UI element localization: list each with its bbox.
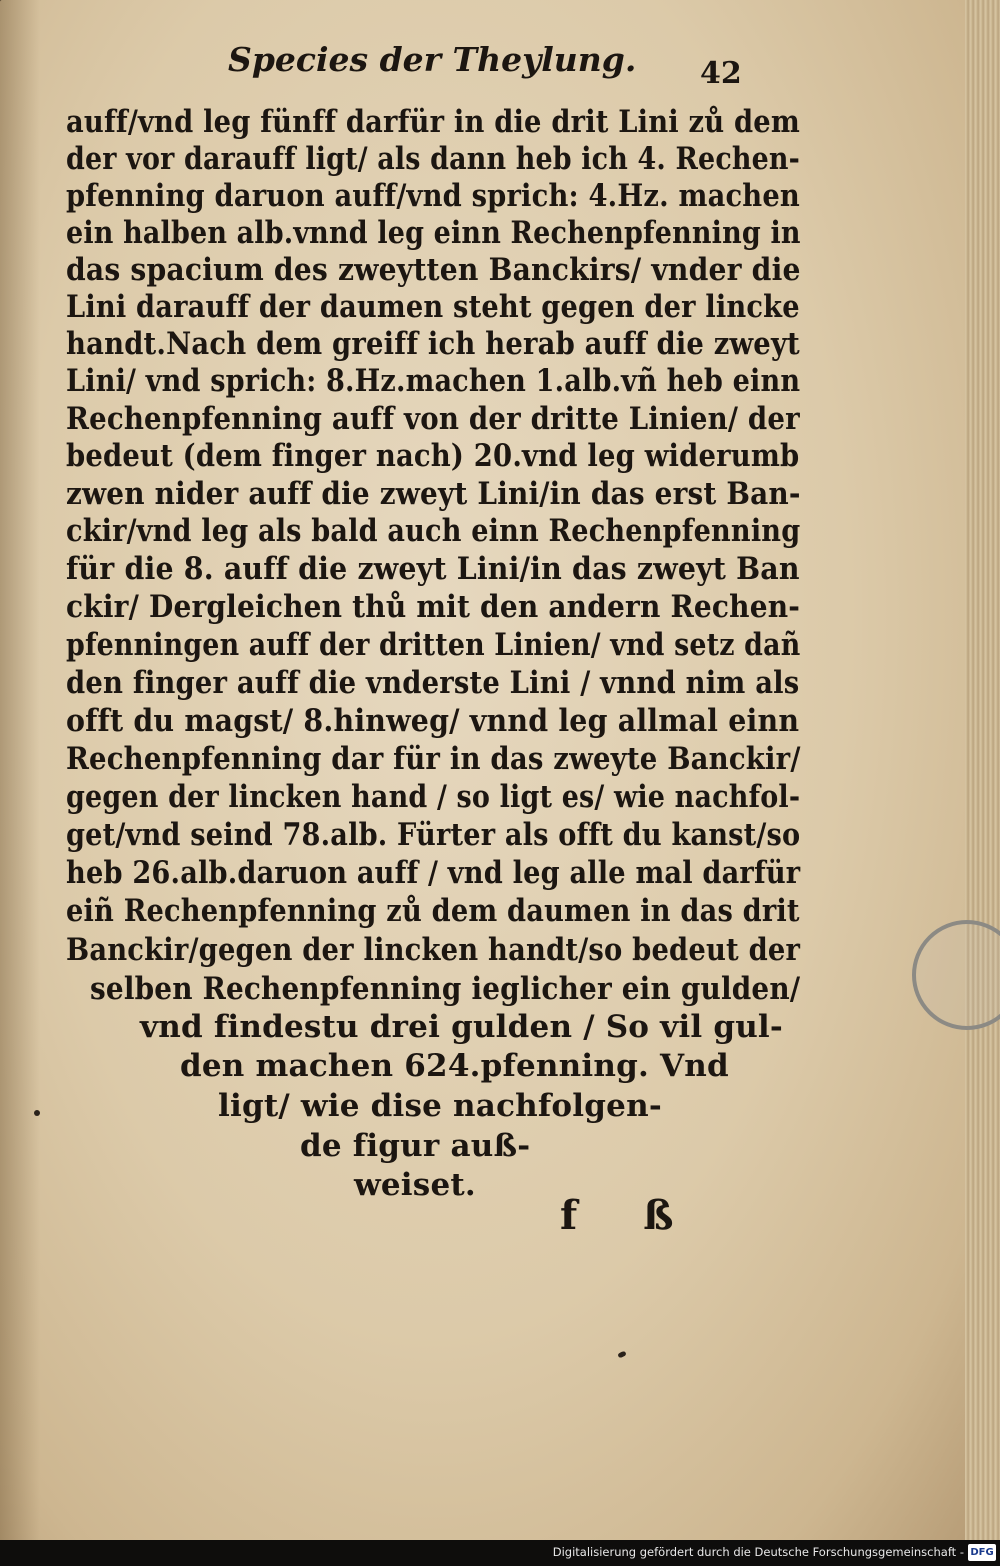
text-line: der vor darauff ligt/ als dann heb ich 4. Rechen-: [66, 141, 801, 177]
text-line: zwen nider auff die zweyt Lini/in das erst Ban-: [66, 476, 801, 512]
text-line: pfenning daruon auff/vnd sprich: 4.Hz. machen: [66, 178, 800, 214]
text-line: Lini darauff der daumen steht gegen der lincke: [66, 289, 800, 325]
text-line: ckir/vnd leg als bald auch einn Rechenpfenning: [66, 513, 801, 549]
footer-bar: [0, 1540, 1000, 1566]
text-line: Rechenpfenning auff von der dritte Linien/ der: [66, 401, 800, 437]
text-line: Rechenpfenning dar für in das zweyte Banckir/: [66, 741, 801, 777]
text-line: ein halben alb.vnnd leg einn Rechenpfenning in: [66, 215, 801, 251]
text-line: Banckir/gegen der lincken handt/so bedeut der: [66, 932, 801, 968]
text-line: selben Rechenpfenning ieglicher ein gulden/: [90, 971, 801, 1007]
text-line: get/vnd seind 78.alb. Fürter als offt du kanst/so: [66, 817, 801, 853]
text-line: weiset.: [354, 1167, 476, 1203]
text-line: auff/vnd leg fünff darfür in die drit Lini zů dem: [66, 104, 800, 140]
funding-credit: Digitalisierung gefördert durch die Deutsche Forschungsgemeinschaft -: [552, 1545, 964, 1559]
text-line: ligt/ wie dise nachfolgen-: [218, 1088, 662, 1124]
dfg-logo: DFG: [968, 1544, 996, 1561]
text-line: offt du magst/ 8.hinweg/ vnnd leg allmal einn: [66, 703, 800, 739]
text-line: Lini/ vnd sprich: 8.Hz.machen 1.alb.vñ heb einn: [66, 363, 801, 399]
text-line: de figur auß-: [300, 1128, 531, 1164]
text-line: pfenningen auff der dritten Linien/ vnd setz dañ: [66, 627, 801, 663]
binding-shadow: [0, 0, 40, 1540]
text-line: bedeut (dem finger nach) 20.vnd leg widerumb: [66, 438, 800, 474]
page-edge: [965, 0, 1000, 1540]
text-line: handt.Nach dem greiff ich herab auff die zweyt: [66, 326, 800, 362]
text-line: das spacium des zweytten Banckirs/ vnder die: [66, 252, 801, 288]
text-line: den machen 624.pfenning. Vnd: [180, 1048, 729, 1084]
printed-marks: f ß: [560, 1192, 700, 1239]
ink-speck: [34, 1110, 40, 1116]
text-line: vnd findestu drei gulden / So vil gul-: [140, 1009, 783, 1045]
text-line: den finger auff die vnderste Lini / vnnd nim als: [66, 665, 800, 701]
running-header: Species der Theylung.: [228, 40, 637, 79]
text-line: ckir/ Dergleichen thů mit den andern Rechen-: [66, 589, 801, 625]
text-line: heb 26.alb.daruon auff / vnd leg alle mal darfür: [66, 855, 801, 891]
page-number: 42: [700, 56, 742, 91]
text-line: für die 8. auff die zweyt Lini/in das zweyt Ban: [66, 551, 800, 587]
text-line: eiñ Rechenpfenning zů dem daumen in das drit: [66, 893, 800, 929]
text-line: gegen der lincken hand / so ligt es/ wie nachfol-: [66, 779, 801, 815]
